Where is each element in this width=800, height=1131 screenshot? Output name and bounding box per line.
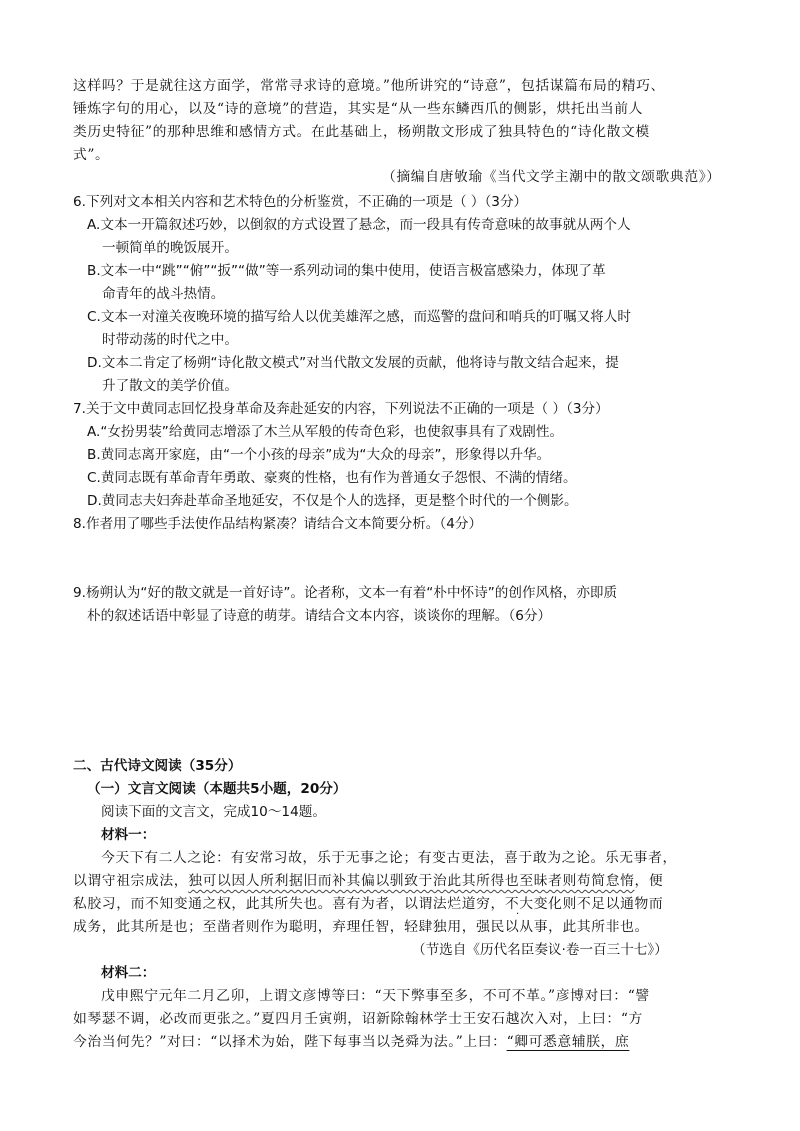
prev-text-line-1: 这样吗？于是就往这方面学，常常寻求诗的意境。”他所讲究的“诗意”，包括谋篇布局的精巧、 [73,78,665,94]
question-7-option-d: D.黄同志夫妇奔赴革命圣地延安，不仅是个人的选择，更是整个时代的一个侧影。 [87,493,578,509]
prev-text-line-2: 锤炼字句的用心，以及“诗的意境”的营造，其实是“从一些东鳞西爪的侧影，烘托出当前人 [73,101,644,117]
question-6-stem: 6.下列对文本相关内容和艺术特色的分析鉴赏，不正确的一项是（ ）（3分） [73,194,528,210]
section-2-title: 二、古代诗文阅读（35分） [73,758,242,774]
question-9-line-1: 9.杨朔认为“好的散文就是一首好诗”。论者称，文本一有着“朴中怀诗”的创作风格，亦即质 [73,585,618,601]
question-7-option-c: C.黄同志既有革命青年勇敢、豪爽的性格，也有作为普通女子怨恨、不满的情绪。 [87,470,577,486]
material-1-source: （节选自《历代名臣奏议·卷一百三十七》） [412,942,668,958]
material-2-underlined-quote: “卿可悉意辅朕，庶 [506,1034,630,1050]
prev-text-line-3: 类历史特征”的那种思维和感情方式。在此基础上，杨朔散文形成了独具特色的“诗化散文模 [73,124,650,140]
material-1-line-3: 私胶习，而不知变通之权，此其所失也。喜有为者，以谓法烂道穷，不大变化则不足以通物而 [73,896,664,912]
material-1-label: 材料一： [101,827,156,843]
question-7-stem: 7.关于文中黄同志回忆投身革命及奔赴延安的内容，下列说法不正确的一项是（ ）（3分） [73,401,609,417]
prev-text-source: （摘编自唐敂瑜《当代文学主潮中的散文颂歌典范》） [382,169,721,185]
emphasis-dot-mark: · [516,909,520,920]
material-2-line-2: 如琴瑟不调，必改而更张之。”夏四月壬寅朔，诏新除翰林学士王安石越次入对，上曰：“方 [73,1011,643,1027]
question-6-option-b-cont: 命青年的战斗热情。 [102,286,225,302]
section-2-instruction: 阅读下面的文言文，完成10～14题。 [101,804,326,820]
material-2-label: 材料二： [101,965,156,981]
question-9-line-2: 朴的叙述话语中彰显了诗意的萌芽。请结合文本内容，谈谈你的理解。（6分） [87,608,552,624]
material-2-line-3 [73,1033,629,1051]
material-2-line-3-start: 今治当何先？”对曰：“以择术为始，陛下每事当以尧舜为法。”上曰： [73,1034,507,1050]
material-1-line-2-end: ，便 [634,873,664,889]
question-6-option-d-cont: 升了散文的美学价值。 [102,378,238,394]
material-1-line-1: 今天下有二人之论：有安常习故，乐于无事之论；有变古更法，喜于敢为之论。乐无事者， [101,850,677,866]
material-1-line-2-start: 以谓守祖宗成法， [73,873,189,889]
question-8-stem: 8.作者用了哪些手法使作品结构紧凑？请结合文本简要分析。（4分） [73,516,483,532]
section-2-subtitle: （一）文言文阅读（本题共5小题，20分） [87,781,347,797]
material-2-line-1: 戊申熙宁元年二月乙卯，上谓文彦博等曰：“天下弊事至多，不可不革。”彦博对曰：“譬 [101,988,650,1004]
material-1-line-4: 成务，此其所是也；至凿者则作为聪明，弃理任智，轻肆独用，强民以从事，此其所非也。 [73,919,649,935]
question-6-option-a-cont: 一顿简单的晚饭展开。 [102,240,238,256]
question-6-option-b: B.文本一中“跳”“俯”“扳”“做”等一系列动词的集中使用，使语言极富感染力，体现了革 [87,263,606,279]
question-6-option-d: D.文本二肯定了杨朔“诗化散文模式”对当代散文发展的贡献，他将诗与散文结合起来，提 [87,355,619,371]
material-1-line-2 [73,872,663,890]
prev-text-line-4: 式”。 [73,147,110,163]
question-7-option-a: A.“女扮男装”给黄同志增添了木兰从军般的传奇色彩，也使叙事具有了戏剧性。 [87,424,564,440]
material-1-wavy-underlined-sentence: 独可以因人所利据旧而补其偏以驯致于治此其所得也至昧者则苟简怠惰 [188,873,635,889]
question-6-option-c: C.文本一对潼关夜晚环境的描写给人以优美雄浑之感，而巡警的盘问和哨兵的叮嘱又将人时 [87,309,631,325]
question-6-option-a: A.文本一开篇叙述巧妙，以倒叙的方式设置了悬念，而一段具有传奇意味的故事就从两个人 [87,217,631,233]
question-6-option-c-cont: 时带动荡的时代之中。 [102,332,238,348]
question-7-option-b: B.黄同志离开家庭，由“一个小孩的母亲”成为“大众的母亲”，形象得以升华。 [87,447,551,463]
